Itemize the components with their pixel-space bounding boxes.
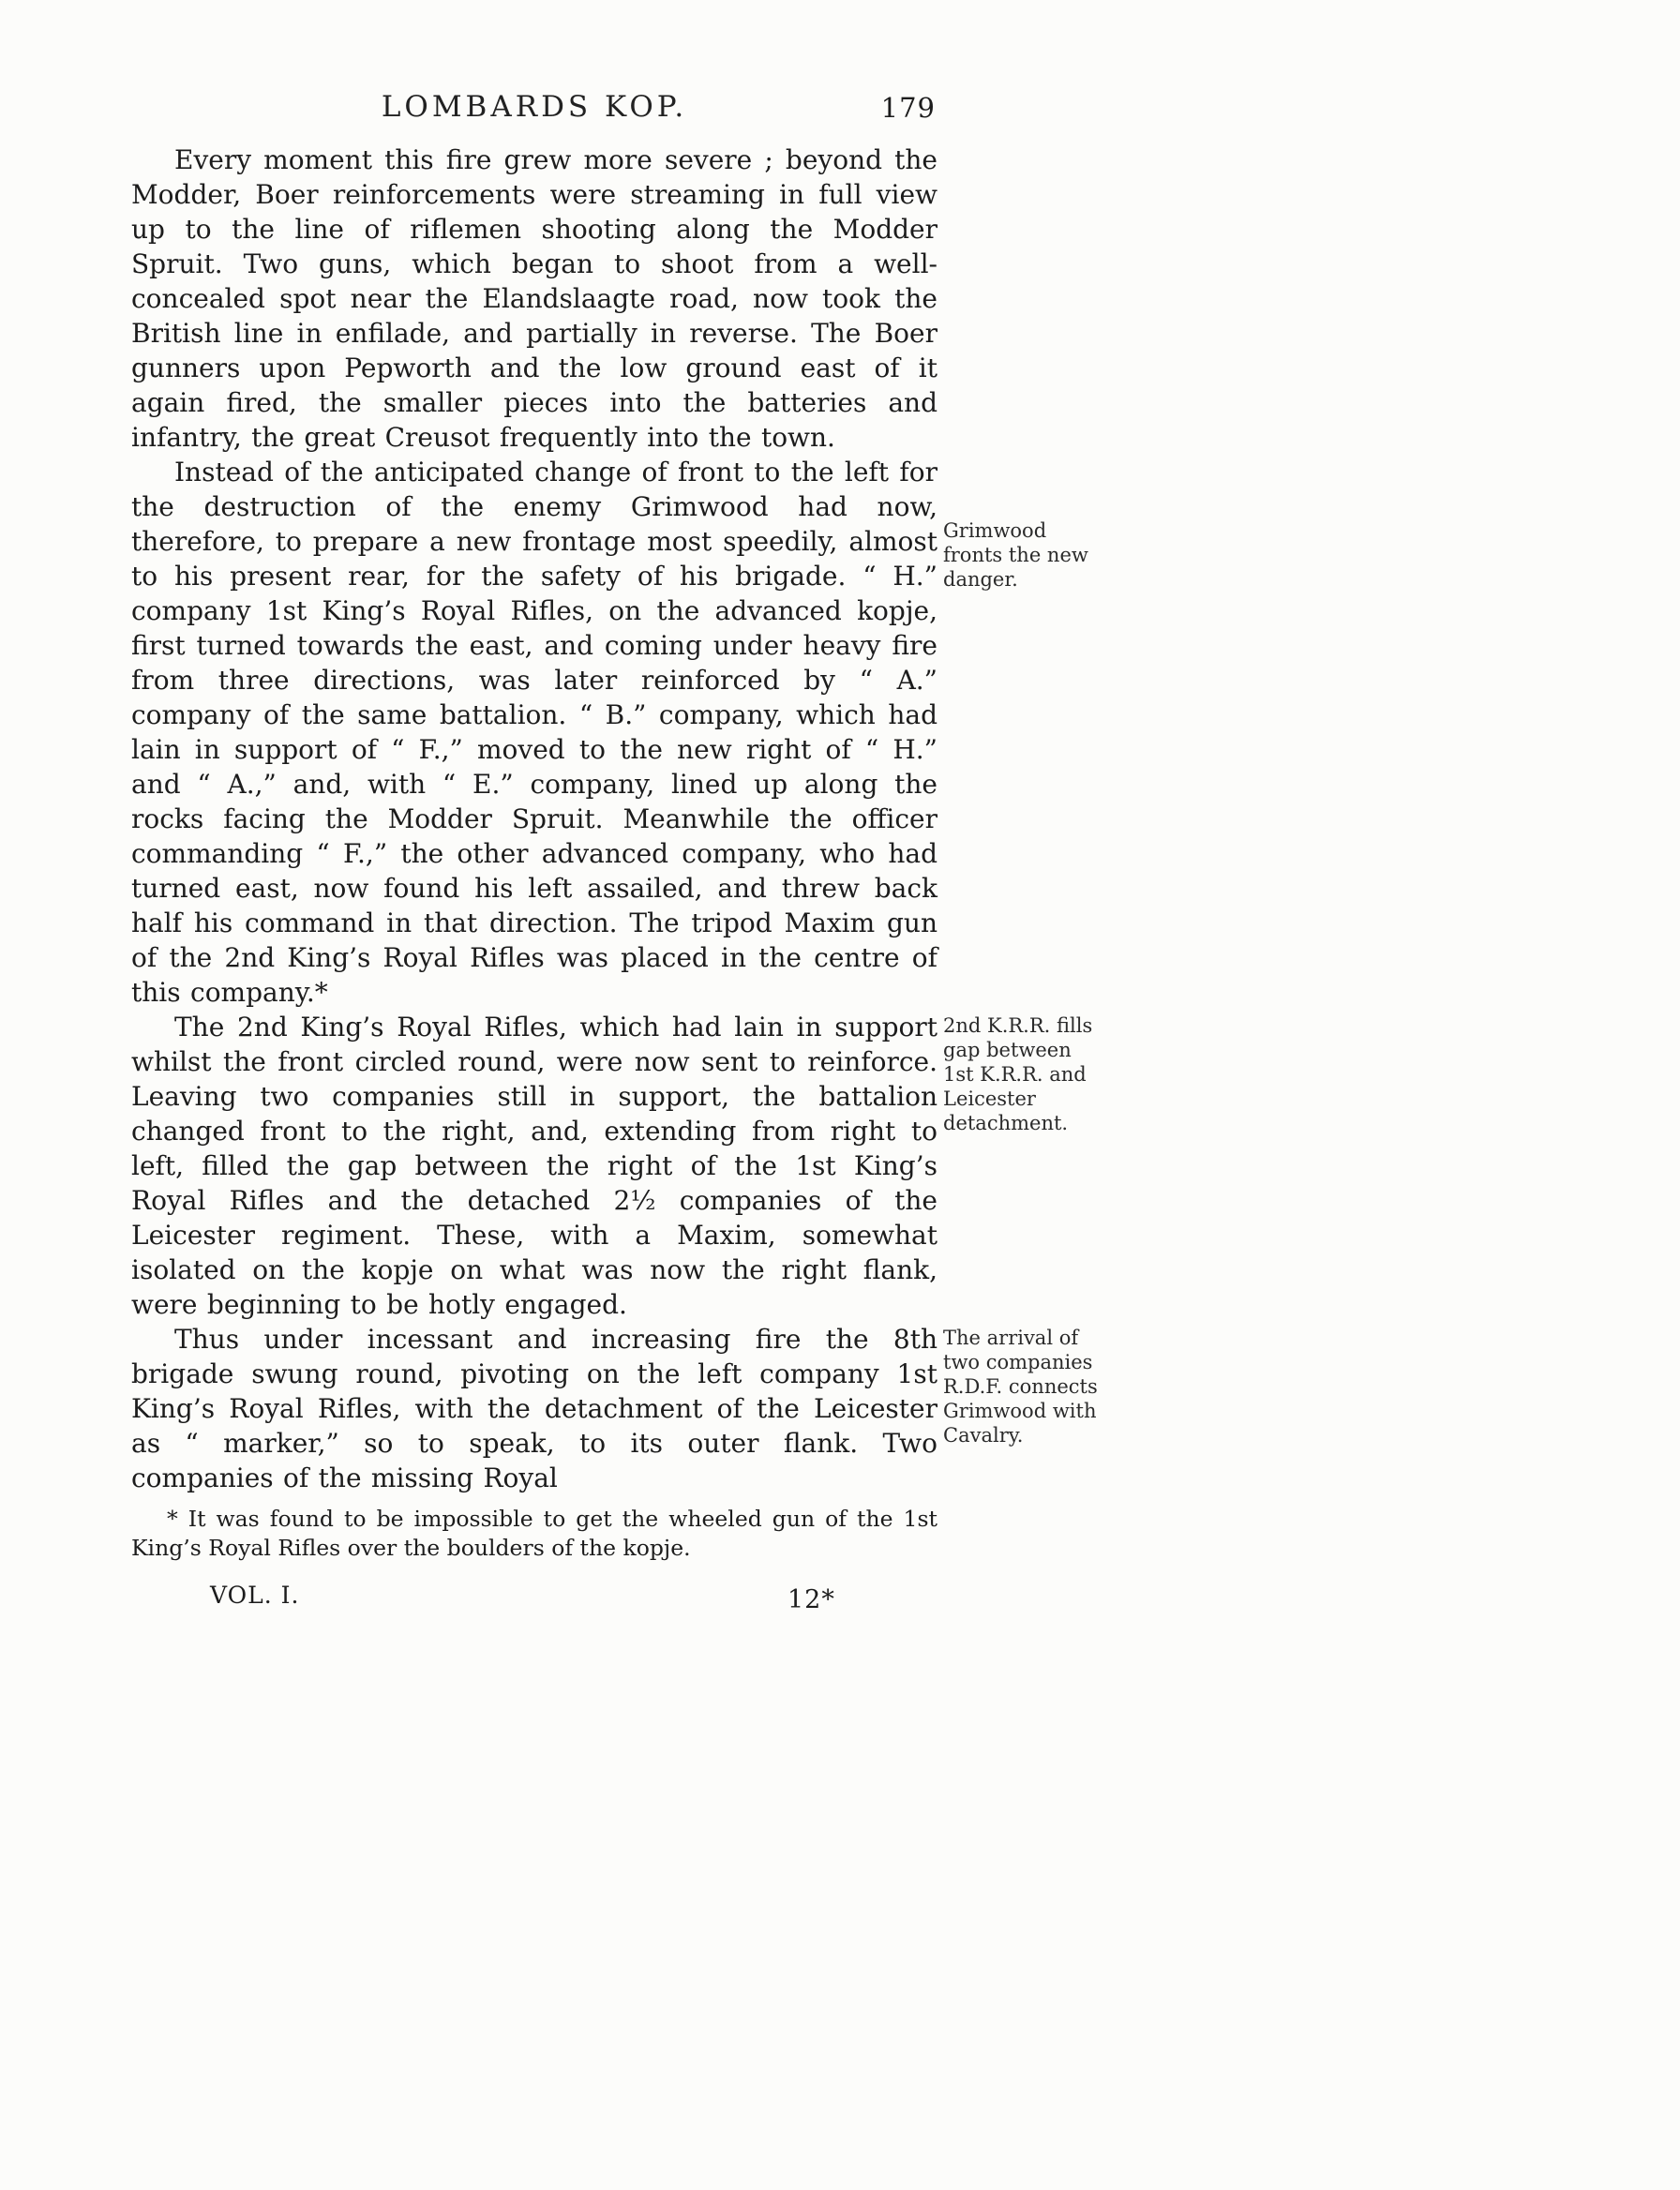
main-text-column	[131, 142, 1098, 1621]
printers-signature: 12*	[788, 1585, 835, 1614]
footnote-block	[131, 1505, 938, 1563]
margin-note: The arrival of two companies R.D.F. connects Grimwood with Cavalry.	[943, 1327, 1098, 1447]
body-paragraph: Instead of the anticipated change of front to the left for the destruction of the enemy Grimwood had now, therefore, to prepare a new frontage most speedily, almost to his present rear, for the safety of his brigade. “ H.” company 1st King’s Royal Rifles, on the advanced kopje, first turned towards the east, and coming under heavy fire from three directions, was later reinforced by “ A.” company of the same battalion. “ B.” company, which had lain in support of “ F.,” moved to the new right of “ H.” and “ A.,” and, with “ E.” company, lined up along the rocks facing the Modder Spruit. Meanwhile the officer commanding “ F.,” the other advanced company, who had turned east, now found his left assailed, and threw back half his command in that direction. The tripod Maxim gun of the 2nd King’s Royal Rifles was placed in the centre of this company.*	[131, 457, 938, 1008]
page-footer	[131, 1578, 938, 1621]
body-paragraph: Thus under incessant and increasing fire the 8th brigade swung round, pivoting on the left company 1st King’s Royal Rifles, with the detachment of the Leicester as “ marker,” so to speak, to its outer flank. Two companies of the missing Royal	[131, 1324, 938, 1493]
body-paragraph: The 2nd King’s Royal Rifles, which had lain in support whilst the front circled round, were now sent to reinforce. Leaving two companies still in support, the battalion changed front to the right, and, extending from right to left, filled the gap between the right of the 1st King’s Royal Rifles and the detached 2½ companies of the Leicester regiment. These, with a Maxim, somewhat isolated on the kopje on what was now the right flank, were beginning to be hotly engaged.	[131, 1012, 938, 1320]
page-number: 179	[880, 92, 936, 124]
paragraph-row	[131, 455, 1088, 1010]
paragraph-row	[131, 142, 938, 455]
body-paragraph: Every moment this fire grew more severe ; beyond the Modder, Boer reinforcements were streaming in full view up to the line of riflemen shooting along the Modder Spruit. Two guns, which began to shoot from a well-concealed spot near the Elandslaagte road, now took the British line in enfilade, and partially in reverse. The Boer gunners upon Pepworth and the low ground east of it again fired, the smaller pieces into the batteries and infantry, the great Creusot frequently into the town.	[131, 144, 938, 453]
paragraph-row	[131, 1322, 1098, 1495]
volume-label: VOL. I.	[210, 1582, 300, 1609]
paragraph-row	[131, 1010, 1093, 1322]
footnote-text: * It was found to be impossible to get the wheeled gun of the 1st King’s Royal Rifles over the boulders of the kopje.	[131, 1506, 938, 1561]
running-title: LOMBARDS KOP.	[381, 90, 688, 124]
margin-note: 2nd K.R.R. fills gap between 1st K.R.R. and Leicester detachment.	[943, 1014, 1093, 1134]
page-header	[131, 90, 938, 131]
margin-note: Grimwood fronts the new danger.	[943, 519, 1088, 591]
